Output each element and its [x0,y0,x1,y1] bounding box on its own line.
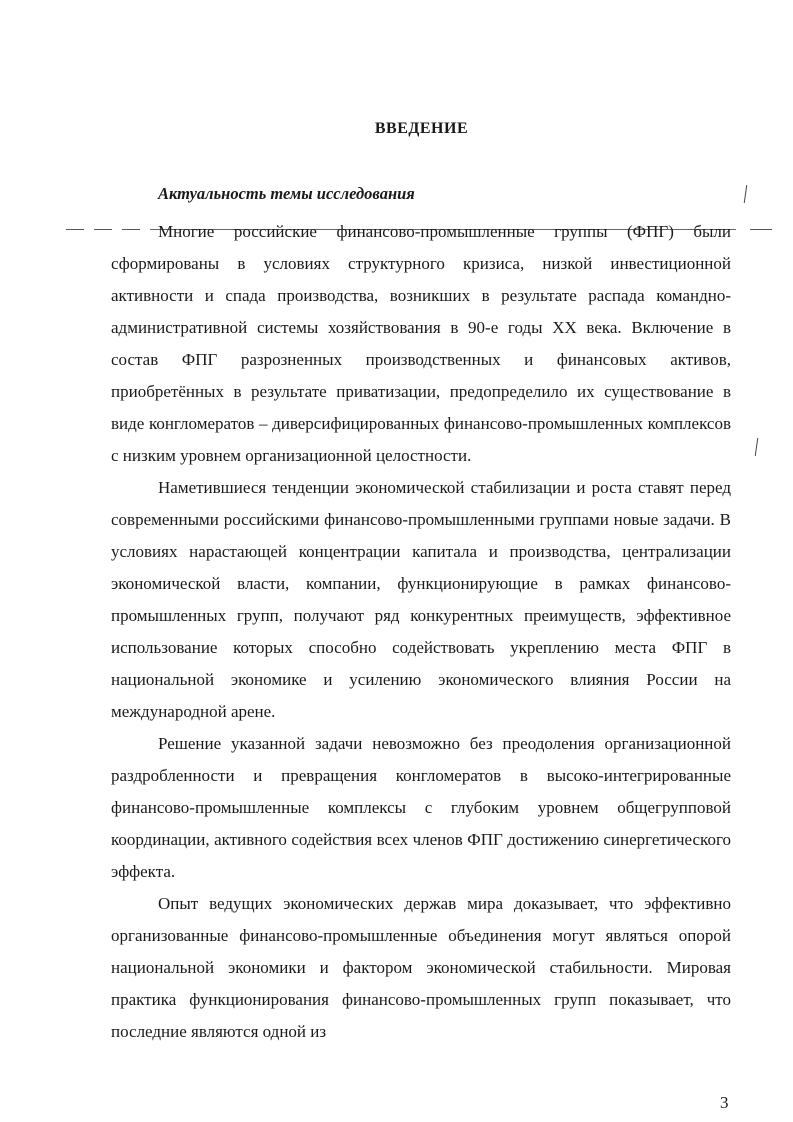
scan-artifact-mark [744,185,747,203]
body-text [111,216,731,1048]
scan-artifact-line [750,229,772,230]
paragraph: Наметившиеся тенденции экономической стабилизации и роста ставят перед современными российскими финансово-промышленными группами новые задачи. В условиях нарастающей концентрации капитала и производства, централизации экономической власти, компании, функционирующие в рамках финансово-промышленных групп, получают ряд конкурентных преимуществ, эффективное использование которых способно содействовать укреплению места ФПГ в национальной экономике и усилению экономического влияния России на международной арене. [111,478,731,721]
paragraph: Опыт ведущих экономических держав мира доказывает, что эффективно организованные финансово-промышленные объединения могут являться опорой национальной экономики и фактором экономической стабильности. Мировая практика функционирования финансово-промышленных групп показывает, что последние являются одной из [111,894,731,1041]
scan-artifact-mark [755,438,758,456]
paragraph: Решение указанной задачи невозможно без преодоления организационной раздробленности и превращения конгломератов в высоко-интегрированные финансово-промышленные комплексы с глубоким уровнем общегрупповой координации, активного содействия всех членов ФПГ достижению синергетического эффекта. [111,734,731,881]
scan-artifact-line [94,229,112,230]
paragraph: Многие российские финансово-промышленные группы (ФПГ) были сформированы в условиях структурного кризиса, низкой инвестиционной активности и спада производства, возникших в результате распада командно-административной системы хозяйствования в 90-е годы XX века. Включение в состав ФПГ разрозненных производственных и финансовых активов, приобретённых в результате приватизации, предопределило их существование в виде конгломератов – диверсифицированных финансово-промышленных комплексов с низким уровнем организационной целостности. [111,222,731,465]
page-title: ВВЕДЕНИЕ [374,120,469,137]
scan-artifact-line [66,229,84,230]
page-number: 3 [720,1093,729,1112]
section-subtitle: Актуальность темы исследования [158,184,415,203]
